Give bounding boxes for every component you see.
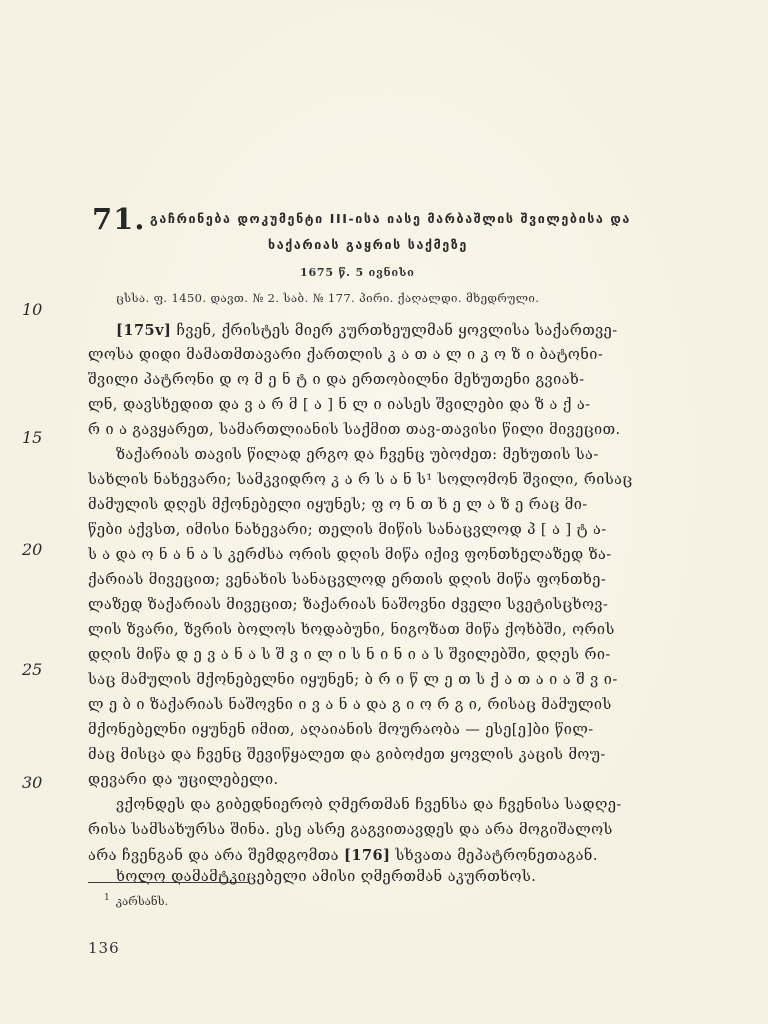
line-number-20: 20	[22, 540, 43, 559]
body-line-22-end: სხვათა მეპატრონეთაგან.	[390, 848, 598, 864]
archive-source-note: ცსსა. ფ. 1450. დავთ. № 2. საბ. № 177. პირი. ქაღალდი. მხედრული.	[116, 291, 540, 305]
document-title-line-1: გაჩრინება დოკუმენტი III-ისა იასე მარბაშლის შვილებისა და	[150, 211, 631, 226]
body-line-12: ლაზედ ზაქარიას მივეცით; ზაქარიას ნაშოვნი ძველი სვეტისცხოვ-	[88, 597, 609, 613]
body-line-22	[88, 847, 698, 864]
folio-marker-175v: [175v]	[116, 322, 172, 339]
footnote	[104, 893, 168, 908]
body-line-3: შვილი პატრონი დ ო მ ე ნ ტ ი და ერთობილნი მეხუთენი გვიახ-	[88, 372, 585, 388]
footnote-marker: 1	[104, 893, 110, 903]
body-line-7: სახლის ნახევარი; სამკვიდრო კ ა რ ს ა ნ ს¹ სოლომონ შვილი, რისაც	[88, 472, 633, 488]
folio-marker-176: [176]	[344, 847, 391, 864]
document-number: 71.	[92, 202, 146, 236]
body-line-19: დევარი და უცილებელი.	[88, 772, 279, 788]
body-line-17: მქონებელნი იყუნენ იმით, აღაიანის მოურაობა — ესე[ე]ბი წილ-	[88, 722, 594, 738]
body-line-16: ლ ე ბ ი ზაქარიას ნაშოვნი ი ვ ა ნ ა და გ ი ო რ გ ი, რისაც მამულის	[88, 697, 612, 713]
body-line-9: წები აქვსთ, იმისი ნახევარი; თელის მიწის სანაცვლოდ პ [ ა ] ტ ა-	[88, 522, 607, 538]
body-line-2: ლოსა დიდი მამათმთავარი ქართლის კ ა თ ა ლ ი კ ო ზ ი ბატონი-	[88, 347, 604, 363]
page-number: 136	[88, 939, 120, 957]
body-line-5: რ ი ა გავყარეთ, სამართლიანის საქმით თავ-თავისი წილი მივეცით.	[88, 422, 621, 438]
body-line-15: საც მამულის მქონებელნი იყუნენ; ბ რ ი წ ლ ე თ ს ქ ა თ ა ი ა შ ვ ი-	[88, 672, 618, 688]
body-line-4: ლნ, დავსხედით და ვ ა რ მ [ ა ] ნ ლ ი იასეს შვილები და ზ ა ქ ა-	[88, 397, 591, 413]
document-date: 1675 წ. 5 ივნისი	[300, 266, 415, 279]
body-line-14: დღის მიწა დ ე ვ ა ნ ა ს შ ვ ი ლ ი ს ნ ი ნ ი ა ს შვილებში, დღეს რი-	[88, 647, 611, 663]
body-line-22-text: არა ჩვენგან და არა შემდგომთა	[88, 848, 339, 864]
body-line-1-text: ჩვენ, ქრისტეს მიერ კურთხეულმან ყოვლისა საქართვე-	[171, 323, 618, 339]
body-line-21: რისა სამსახურსა შინა. ესე ასრე გაგვითავდეს და არა მოგიშალოს	[88, 822, 613, 838]
body-line-18: მაც მისცა და ჩვენც შევიწყალეთ და გიბოძეთ ყოვლის კაცის მოუ-	[88, 747, 606, 763]
line-number-30: 30	[22, 773, 43, 792]
line-number-10: 10	[22, 300, 43, 319]
line-number-15: 15	[22, 428, 43, 447]
footnote-divider	[88, 882, 248, 883]
body-line-11: ქარიას მივეცით; ვენახის სანაცვლოდ ერთის დღის მიწა ფონთხე-	[88, 572, 607, 588]
body-line-1	[116, 322, 698, 339]
body-line-23: ხოლო დამამტკიცებელი ამისი ღმერთმან აკურთხოს.	[116, 869, 537, 885]
footnote-text: კარსანს.	[115, 893, 169, 908]
body-line-8: მამულის დღეს მქონებელი იყუნეს; ფ ო ნ თ ხ ე ლ ა ზ ე რაც მი-	[88, 497, 588, 513]
line-number-25: 25	[22, 660, 43, 679]
body-line-13: ლის ზვარი, ზვრის ბოლოს ხოდაბუნი, ნიგოზათ მიწა ქოხბში, ორის	[88, 622, 615, 638]
body-line-20: ვქონდეს და გიბედნიერობ ღმერთმან ჩვენსა და ჩვენისა სადღე-	[116, 797, 622, 813]
body-line-10: ს ა და ო ნ ა ნ ა ს კერძსა ორის დღის მიწა იქივ ფონთხელაზედ ზა-	[88, 547, 612, 563]
body-line-6: ზაქარიას თავის წილად ერგო და ჩვენც უბოძეთ: მეხუთის სა-	[116, 447, 599, 463]
document-title-line-2: ხაქარიას გაყრის საქმეზე	[268, 237, 468, 252]
